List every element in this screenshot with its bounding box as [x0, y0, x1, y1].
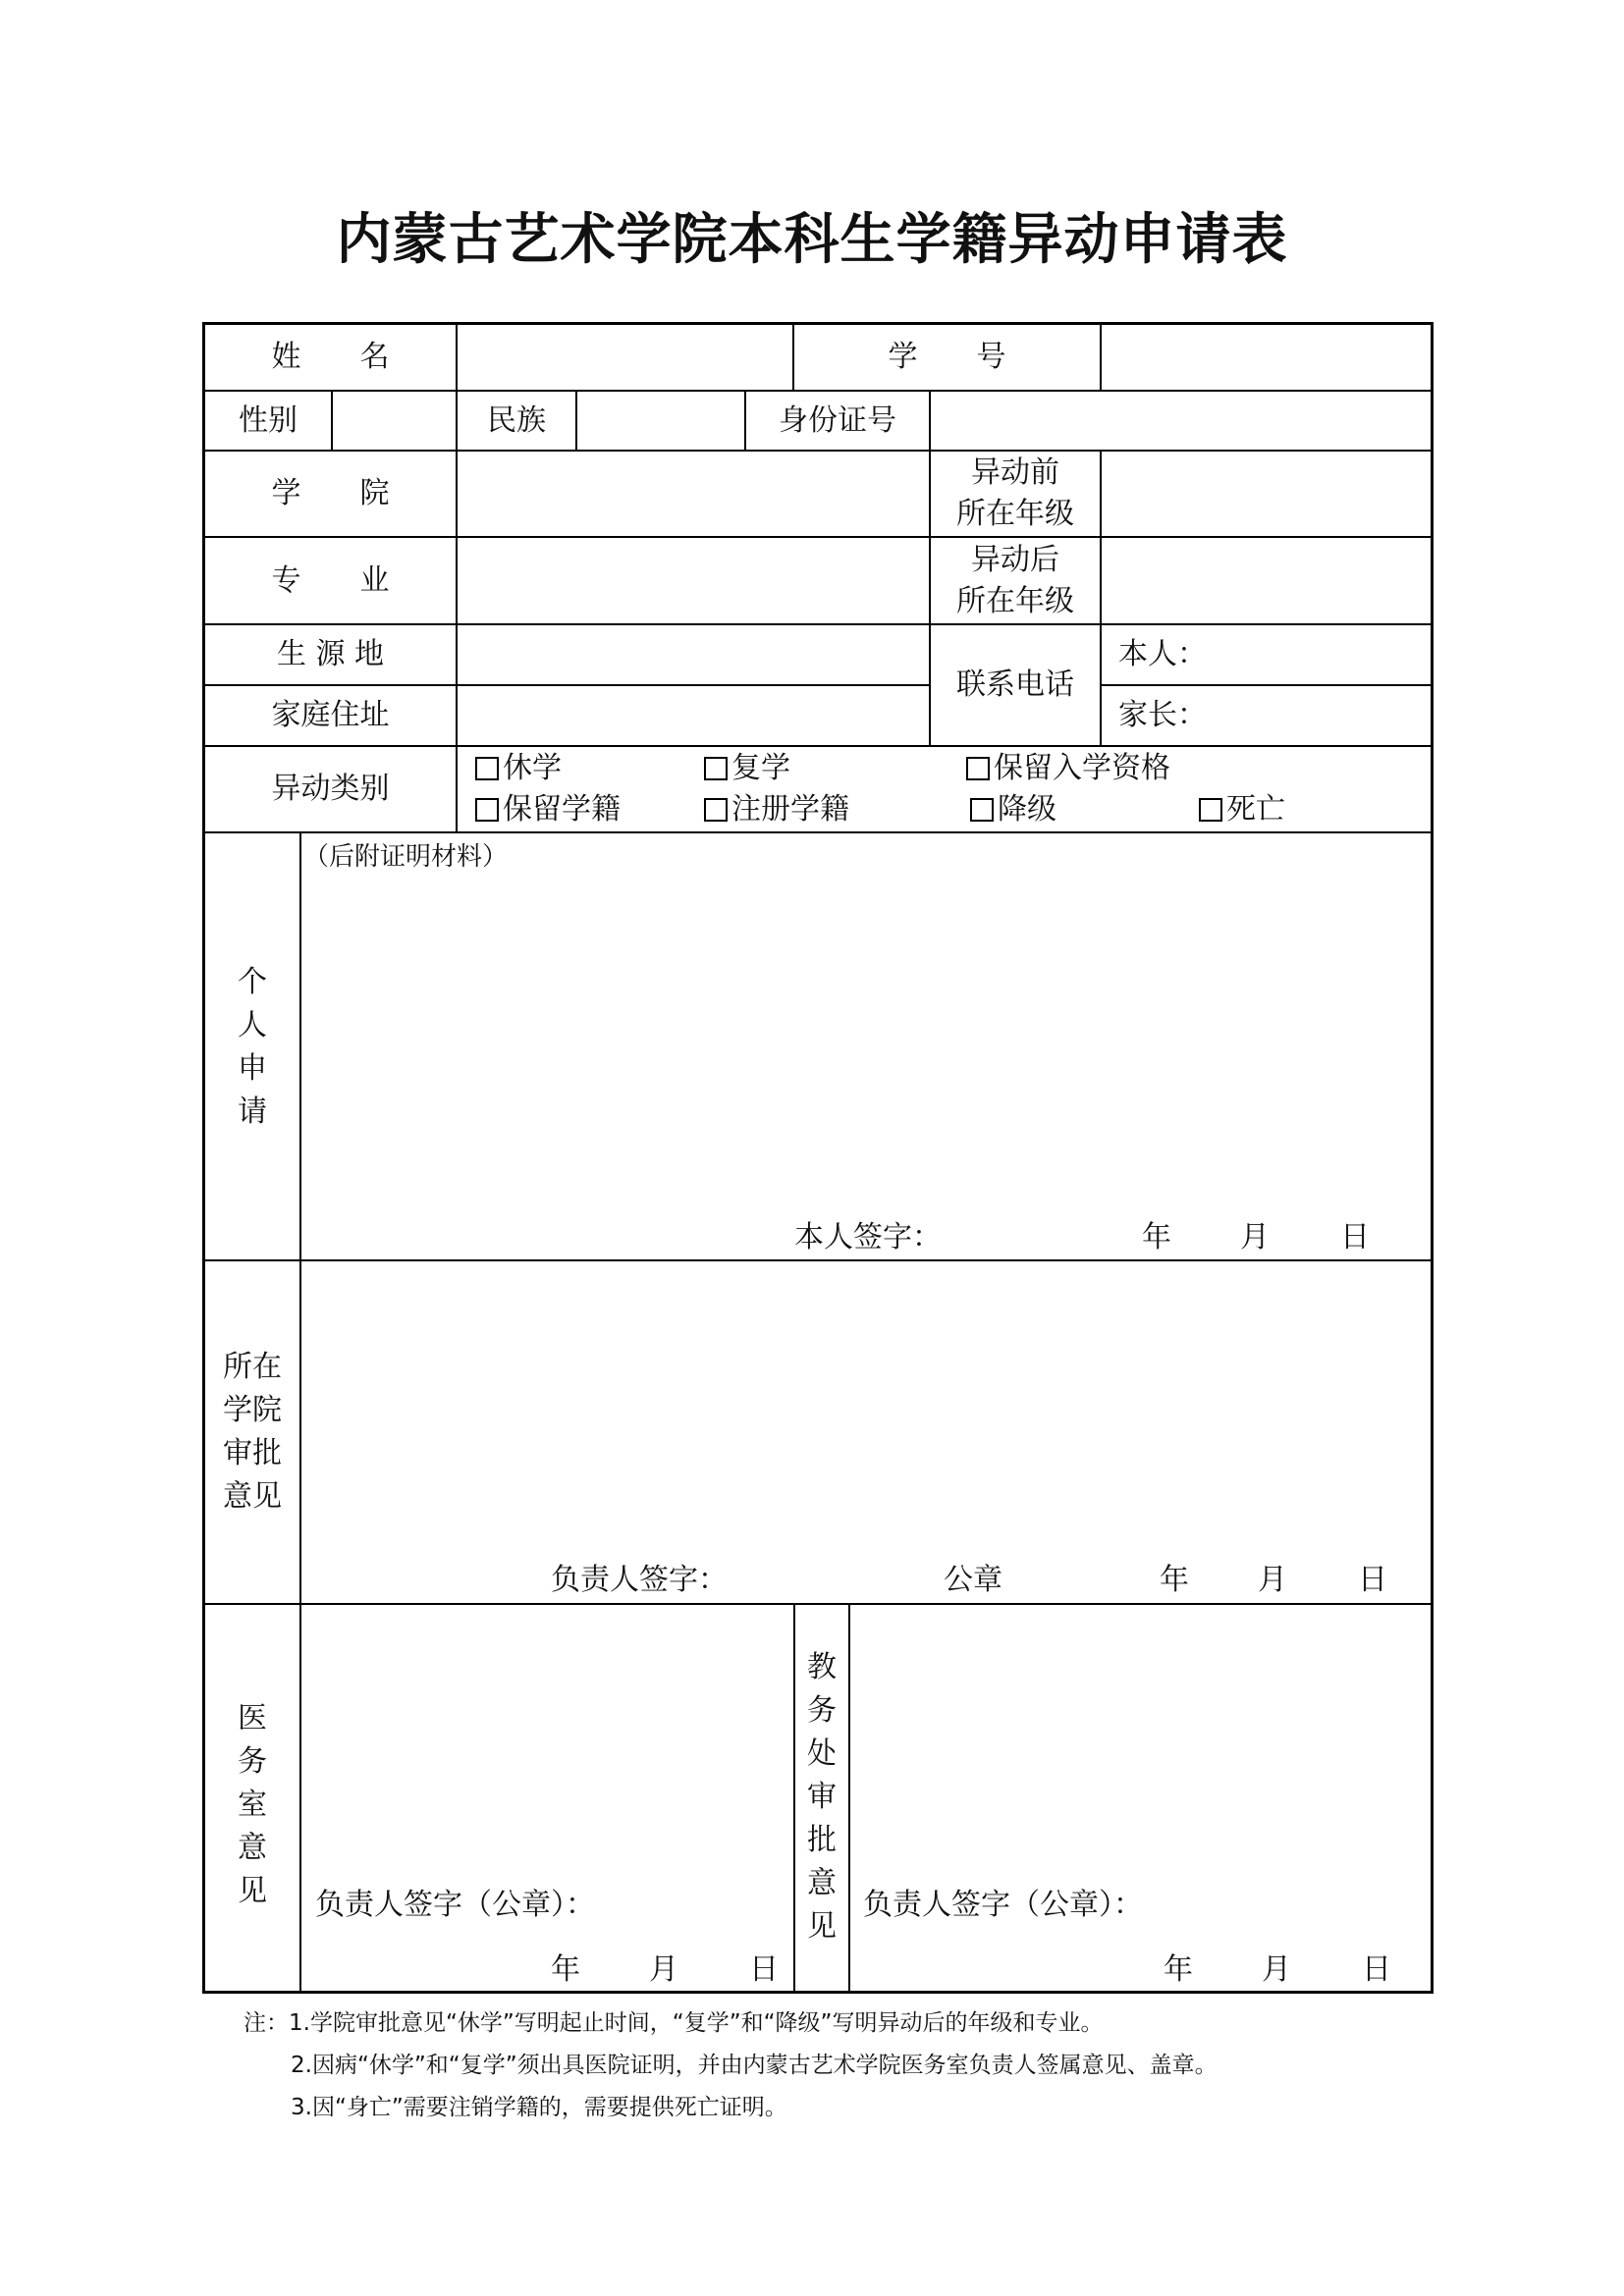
- id-card-input[interactable]: [931, 392, 1431, 450]
- form-title: 内蒙古艺术学院本科生学籍异动申请表: [336, 207, 1288, 272]
- note-3: 3.因“身亡”需要注销学籍的，需要提供死亡证明。: [291, 2095, 787, 2120]
- medical-day: 日: [749, 1952, 779, 1987]
- checkbox[interactable]: [475, 757, 499, 780]
- gender-input[interactable]: [333, 392, 456, 450]
- college-input[interactable]: [458, 452, 929, 536]
- college-label: 学 院: [271, 476, 390, 510]
- grade-before-label: [931, 452, 1100, 536]
- personal-sign-label: 本人签字：: [794, 1220, 942, 1255]
- academic-year: 年: [1164, 1952, 1193, 1987]
- student-id-input[interactable]: [1102, 325, 1431, 390]
- college-month: 月: [1258, 1563, 1287, 1597]
- origin-label: 生 源 地: [276, 637, 385, 671]
- medical-opinion-area[interactable]: [301, 1605, 793, 1991]
- grade-before-line1: 异动前: [971, 455, 1059, 490]
- attachment-hint: （后附证明材料）: [303, 842, 509, 872]
- ethnicity-input[interactable]: [577, 392, 744, 450]
- academic-affairs-opinion-area[interactable]: [850, 1605, 1431, 1991]
- grade-after-label: [931, 538, 1100, 623]
- phone-parent-label: 家长：: [1118, 698, 1207, 732]
- checkbox[interactable]: [970, 798, 994, 822]
- note-2: 2.因病“休学”和“复学”须出具医院证明，并由内蒙古艺术学院医务室负责人签属意见、盖章。: [291, 2053, 1218, 2078]
- option-reserve-admission[interactable]: 保留入学资格: [966, 749, 1170, 788]
- change-type-label: 异动类别: [271, 772, 390, 806]
- option-register-status[interactable]: 注册学籍: [704, 790, 849, 829]
- name-label: 姓 名: [271, 340, 390, 374]
- college-approval-label: 所在 学院 审批 意见: [223, 1350, 282, 1514]
- academic-sign-label: 负责人签字（公章）：: [863, 1888, 1143, 1922]
- option-suspend[interactable]: 休学: [475, 749, 562, 788]
- row-divider: [1101, 684, 1431, 686]
- ethnicity-label: 民族: [487, 402, 546, 438]
- option-resume[interactable]: 复学: [704, 749, 790, 788]
- grade-before-line2: 所在年级: [956, 497, 1074, 531]
- grade-after-line2: 所在年级: [956, 583, 1074, 618]
- medical-office-label: 医 务 室 意 见: [238, 1701, 267, 1908]
- personal-application-area[interactable]: [301, 833, 1431, 1259]
- personal-year: 年: [1142, 1220, 1171, 1255]
- academic-affairs-label: 教 务 处 审 批 意 见: [807, 1650, 837, 1944]
- college-approval-area[interactable]: [301, 1261, 1431, 1603]
- major-input[interactable]: [458, 538, 929, 623]
- grade-after-input[interactable]: [1102, 538, 1431, 623]
- personal-application-label: 个 人 申 请: [238, 965, 267, 1129]
- name-input[interactable]: [458, 325, 792, 390]
- option-reserve-status[interactable]: 保留学籍: [475, 790, 621, 829]
- personal-month: 月: [1240, 1220, 1270, 1255]
- application-form-table: [202, 322, 1434, 1994]
- college-day: 日: [1358, 1563, 1387, 1597]
- note-1: 注：1.学院审批意见“休学”写明起止时间，“复学”和“降级”写明异动后的年级和专业。: [244, 2010, 1104, 2036]
- grade-after-line1: 异动后: [971, 542, 1059, 577]
- checkbox[interactable]: [475, 798, 499, 822]
- college-sign-label: 负责人签字：: [551, 1563, 728, 1597]
- student-id-label: 学 号: [888, 340, 1006, 374]
- phone-self-label: 本人：: [1118, 637, 1207, 671]
- personal-day: 日: [1340, 1220, 1370, 1255]
- medical-sign-label: 负责人签字（公章）：: [315, 1888, 595, 1922]
- checkbox[interactable]: [704, 798, 728, 822]
- address-input[interactable]: [458, 686, 929, 745]
- origin-input[interactable]: [458, 625, 929, 684]
- gender-label: 性别: [239, 402, 298, 438]
- checkbox[interactable]: [966, 757, 990, 780]
- phone-label: 联系电话: [956, 667, 1074, 702]
- address-label: 家庭住址: [271, 698, 390, 732]
- medical-month: 月: [649, 1952, 678, 1987]
- option-death[interactable]: 死亡: [1199, 790, 1285, 829]
- id-card-label: 身份证号: [779, 402, 896, 438]
- academic-day: 日: [1362, 1952, 1391, 1987]
- major-label: 专 业: [271, 562, 390, 598]
- option-downgrade[interactable]: 降级: [970, 790, 1056, 829]
- college-year: 年: [1160, 1563, 1189, 1597]
- college-seal-label: 公章: [944, 1563, 1002, 1597]
- checkbox[interactable]: [1199, 798, 1222, 822]
- checkbox[interactable]: [704, 757, 728, 780]
- medical-year: 年: [551, 1952, 580, 1987]
- academic-month: 月: [1262, 1952, 1291, 1987]
- grade-before-input[interactable]: [1102, 452, 1431, 536]
